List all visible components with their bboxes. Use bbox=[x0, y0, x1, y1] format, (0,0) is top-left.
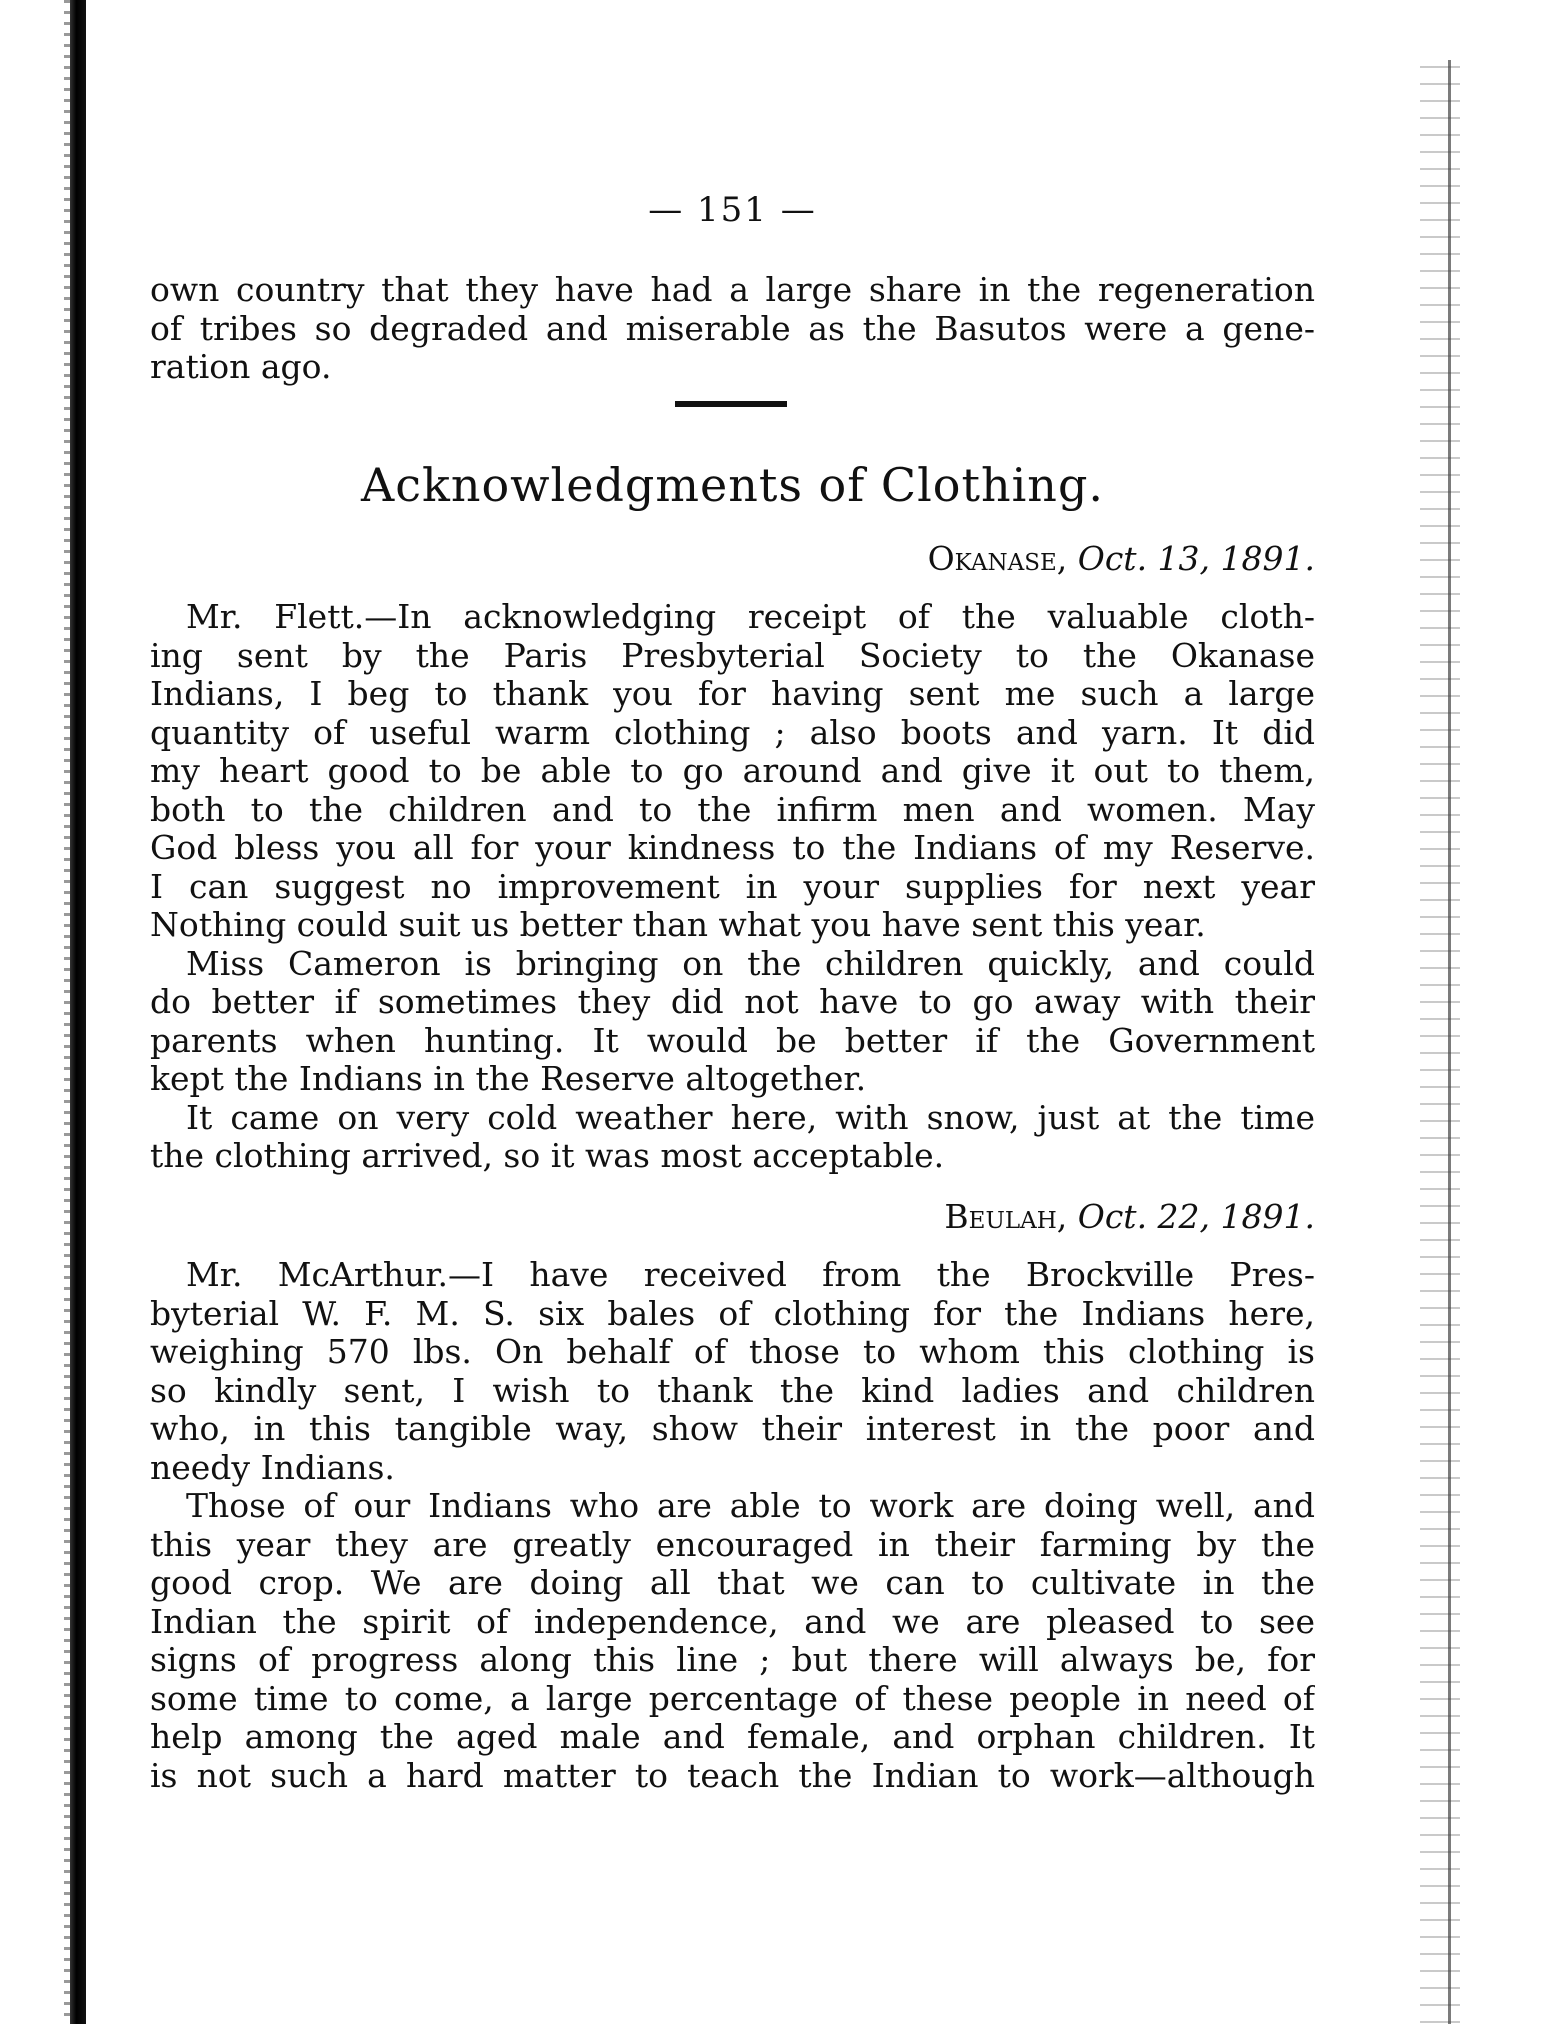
text-line: Indian the spirit of independence, and we are pleased to see bbox=[150, 1602, 1315, 1641]
text-line: It came on very cold weather here, with snow, just at the time bbox=[186, 1098, 1315, 1137]
text-line: some time to come, a large percentage of these people in need of bbox=[150, 1679, 1315, 1718]
text-line: Indians, I beg to thank you for having sent me such a large bbox=[150, 675, 1315, 713]
dateline-place: Okanase, bbox=[927, 539, 1068, 578]
text-line: signs of progress along this line ; but there will always be, for bbox=[150, 1641, 1315, 1679]
text-line: Those of our Indians who are able to work are doing well, and bbox=[186, 1487, 1315, 1525]
text-line: weighing 570 lbs. On behalf of those to whom this clothing is bbox=[150, 1333, 1315, 1371]
section-heading: Acknowledgments of Clothing. bbox=[360, 458, 1105, 512]
text-line: Nothing could suit us better than what you have sent this year. bbox=[150, 906, 1206, 944]
text-line: quantity of useful warm clothing ; also boots and yarn. It did bbox=[150, 713, 1315, 752]
text-line: this year they are greatly encouraged in their farming by the bbox=[150, 1525, 1315, 1564]
text-line: the clothing arrived, so it was most acceptable. bbox=[150, 1137, 945, 1175]
text-line: do better if sometimes they did not have to go away with their bbox=[150, 983, 1315, 1021]
text-line: good crop. We are doing all that we can to cultivate in the bbox=[150, 1564, 1315, 1602]
text-line: Mr. McArthur.—I have received from the Brockville Pres- bbox=[186, 1256, 1315, 1294]
text-line: Mr. Flett.—In acknowledging receipt of the valuable cloth- bbox=[186, 598, 1315, 636]
dateline-okanase bbox=[150, 540, 1315, 579]
dateline-beulah bbox=[150, 1198, 1315, 1237]
dateline-date: Oct. 13, 1891. bbox=[1077, 539, 1315, 578]
page-edge-noise bbox=[1420, 60, 1460, 2024]
dateline-date: Oct. 22, 1891. bbox=[1077, 1197, 1315, 1236]
section-divider bbox=[675, 401, 787, 407]
intro-paragraph bbox=[150, 271, 1315, 387]
text-line: God bless you all for your kindness to the Indians of my Reserve. bbox=[150, 829, 1315, 867]
text-line: is not such a hard matter to teach the Indian to work—although bbox=[150, 1756, 1315, 1795]
text-line: ration ago. bbox=[150, 348, 332, 386]
dateline-place: Beulah, bbox=[944, 1197, 1068, 1236]
text-line: both to the children and to the infirm men and women. May bbox=[150, 790, 1315, 829]
page-edge-line bbox=[1448, 60, 1451, 2024]
text-line: byterial W. F. M. S. six bales of clothing for the Indians here, bbox=[150, 1294, 1315, 1333]
text-line: own country that they have had a large share in the regeneration bbox=[150, 271, 1315, 309]
page-number: — 151 — bbox=[648, 190, 817, 230]
text-line: help among the aged male and female, and orphan children. It bbox=[150, 1718, 1315, 1756]
text-line: needy Indians. bbox=[150, 1448, 395, 1487]
binding-shadow bbox=[70, 0, 86, 2024]
text-line: Miss Cameron is bringing on the children quickly, and could bbox=[186, 944, 1315, 983]
text-line: kept the Indians in the Reserve altogether. bbox=[150, 1060, 867, 1098]
letter-okanase bbox=[150, 598, 1315, 1176]
text-line: of tribes so degraded and miserable as the Basutos were a gene- bbox=[150, 309, 1315, 348]
text-line: my heart good to be able to go around and give it out to them, bbox=[150, 752, 1315, 790]
letter-beulah bbox=[150, 1256, 1315, 1795]
text-line: ing sent by the Paris Presbyterial Society to the Okanase bbox=[150, 636, 1315, 675]
text-line: who, in this tangible way, show their interest in the poor and bbox=[150, 1410, 1315, 1448]
text-line: I can suggest no improvement in your supplies for next year bbox=[150, 867, 1315, 906]
text-line: so kindly sent, I wish to thank the kind ladies and children bbox=[150, 1371, 1315, 1410]
text-line: parents when hunting. It would be better if the Government bbox=[150, 1021, 1315, 1060]
